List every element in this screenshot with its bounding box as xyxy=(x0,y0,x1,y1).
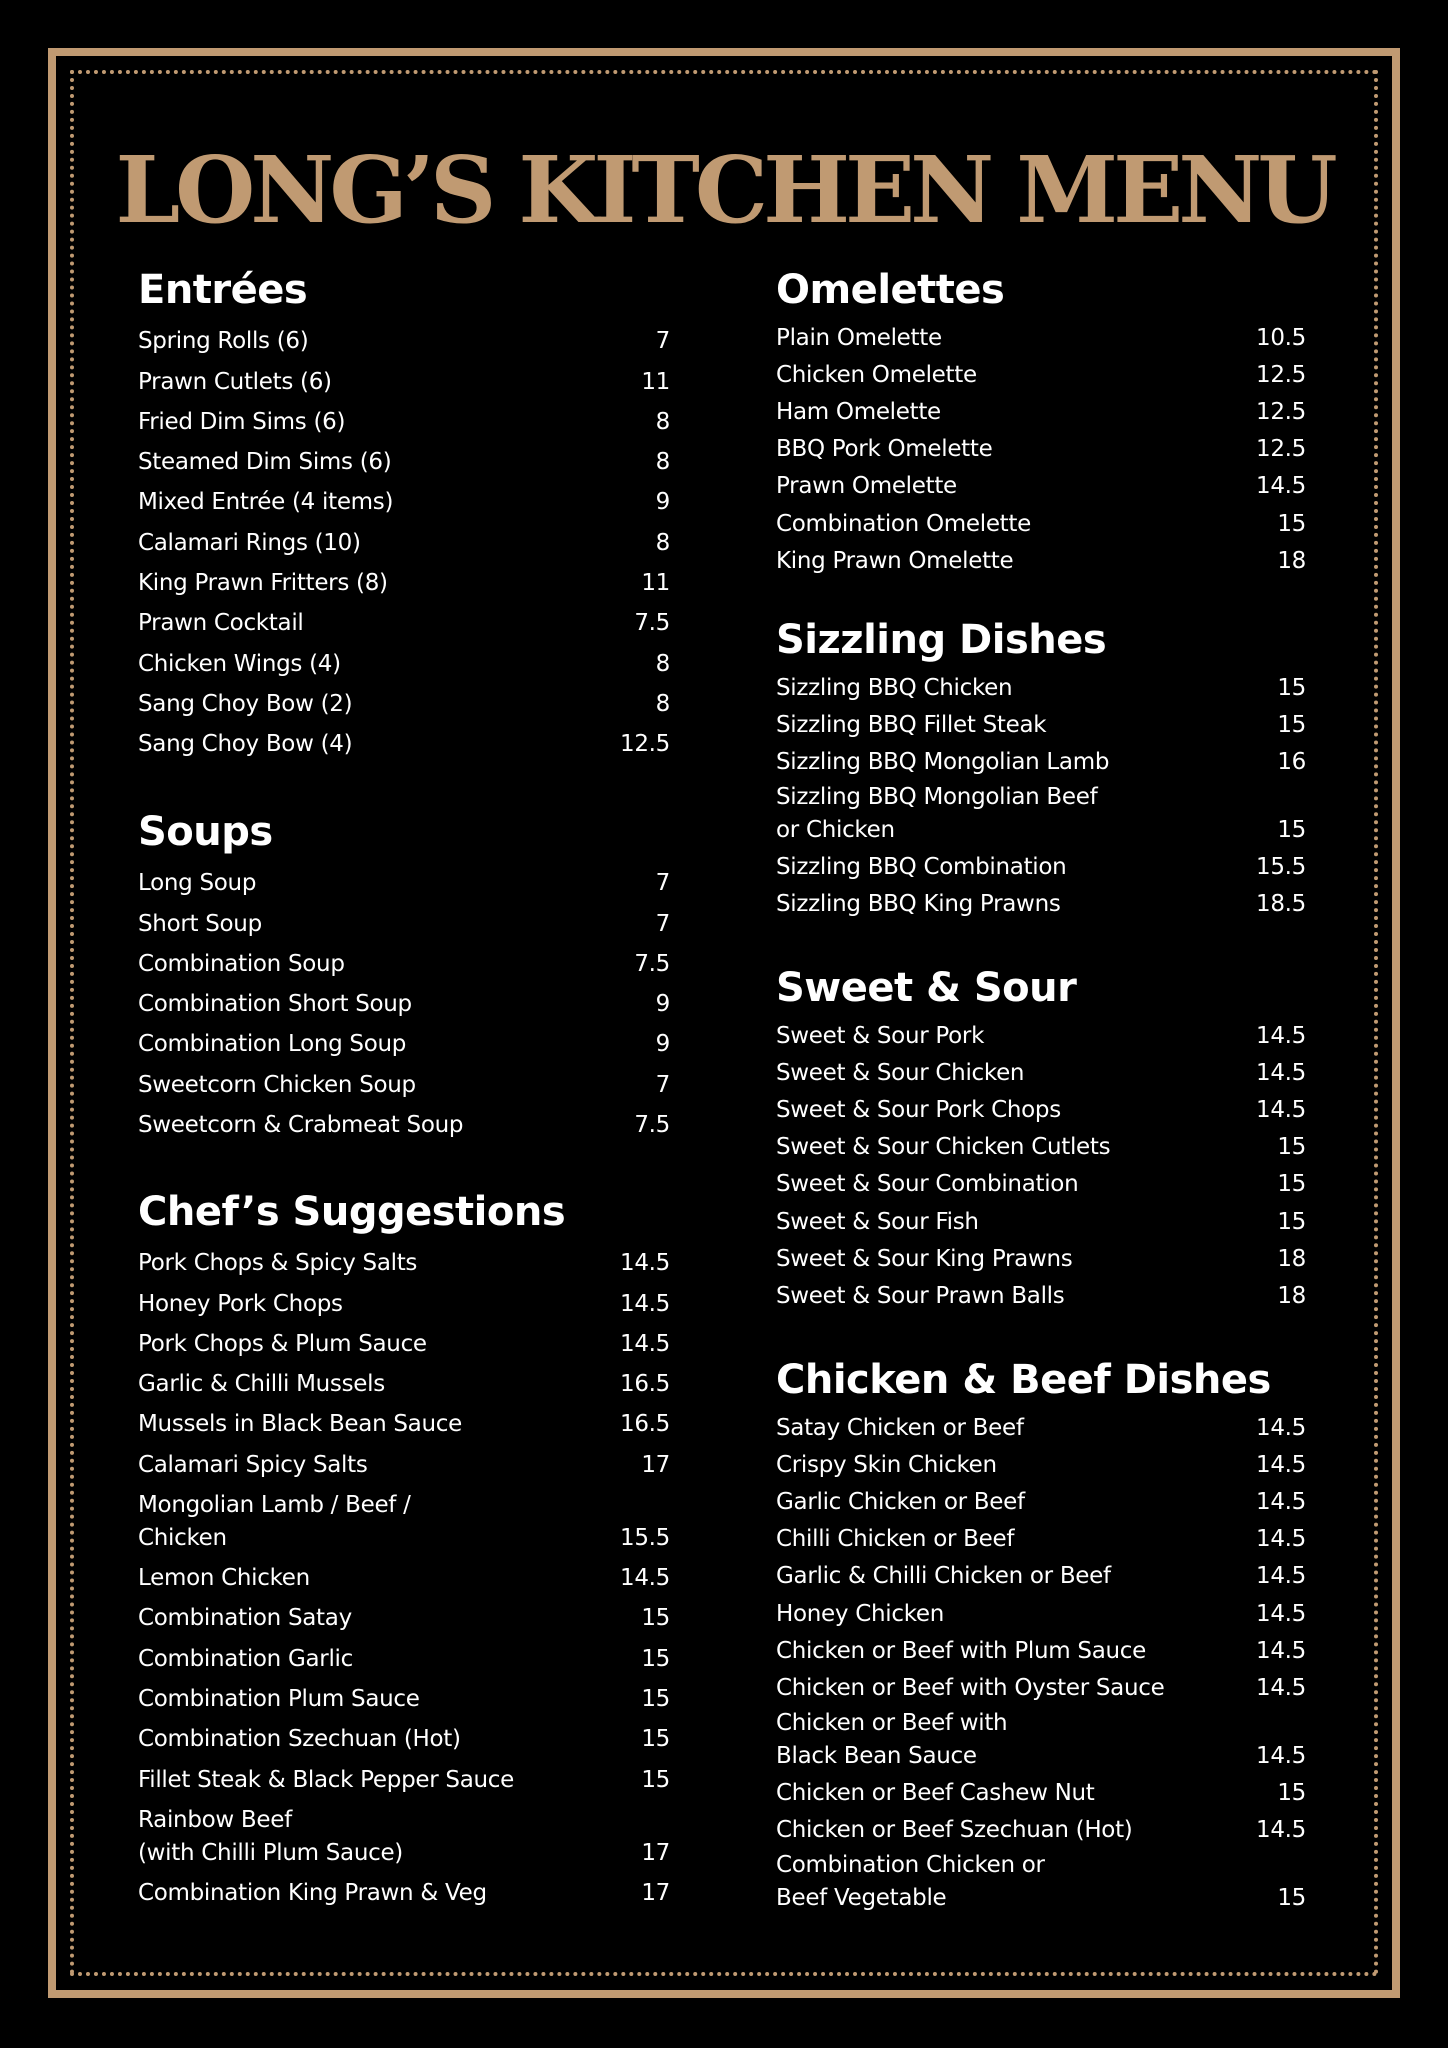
menu-item xyxy=(138,1240,670,1280)
menu-item-price: 7.5 xyxy=(634,950,670,977)
menu-item-name: Spring Rolls (6) xyxy=(138,328,309,355)
menu-item xyxy=(138,318,670,358)
menu-item-name: Combination Garlic xyxy=(138,1645,353,1672)
menu-item-price: 18 xyxy=(1277,1245,1306,1272)
menu-item-price: 16.5 xyxy=(619,1411,670,1438)
menu-item-name: Ham Omelette xyxy=(776,399,941,426)
menu-item-name: Long Soup xyxy=(138,870,257,897)
menu-item-price: 12.5 xyxy=(1255,399,1306,426)
menu-item-price: 18 xyxy=(1277,547,1306,574)
menu-item-price: 15 xyxy=(1277,675,1306,702)
menu-item-name: Satay Chicken or Beef xyxy=(776,1415,1024,1442)
menu-item-name: Sizzling BBQ Combination xyxy=(776,854,1067,881)
menu-item-name: Steamed Dim Sims (6) xyxy=(138,449,392,476)
menu-item-name: Sizzling BBQ Mongolian Lamb xyxy=(776,749,1110,776)
menu-item-price: 15.5 xyxy=(619,1524,670,1551)
menu-item-price: 7 xyxy=(655,910,670,937)
menu-item-name: Pork Chops & Plum Sauce xyxy=(138,1330,427,1357)
menu-item-name: Rainbow Beef (with Chilli Plum Sauce) xyxy=(138,1806,403,1866)
menu-item-name: Honey Pork Chops xyxy=(138,1290,343,1317)
menu-item xyxy=(138,1102,670,1142)
menu-item-name: Sweetcorn Chicken Soup xyxy=(138,1071,416,1098)
menu-item-name: Prawn Cutlets (6) xyxy=(138,368,332,395)
section-soups xyxy=(138,804,670,1142)
menu-item-price: 9 xyxy=(655,991,670,1018)
menu-item xyxy=(138,681,670,721)
menu-item-price: 15 xyxy=(1277,817,1306,844)
menu-item-price: 11 xyxy=(641,570,670,597)
menu-item xyxy=(138,941,670,981)
menu-item-name: Short Soup xyxy=(138,910,262,937)
menu-item-price: 8 xyxy=(655,529,670,556)
menu-item xyxy=(776,1556,1306,1593)
menu-item xyxy=(776,429,1306,466)
menu-item xyxy=(138,399,670,439)
section-sweet-and-sour xyxy=(776,960,1306,1313)
menu-item xyxy=(138,900,670,940)
menu-item xyxy=(776,318,1306,355)
menu-item xyxy=(776,779,1306,847)
item-list xyxy=(776,1408,1306,1915)
menu-item xyxy=(138,519,670,559)
menu-item-price: 15 xyxy=(1277,1779,1306,1806)
menu-item-name: Garlic Chicken or Beef xyxy=(776,1489,1025,1516)
menu-item-price: 15 xyxy=(1277,1884,1306,1911)
menu-item-name: Fried Dim Sims (6) xyxy=(138,408,346,435)
menu-item-name: Sizzling BBQ Chicken xyxy=(776,675,1013,702)
menu-item-name: Sweetcorn & Crabmeat Soup xyxy=(138,1112,464,1139)
menu-item-name: Chicken Wings (4) xyxy=(138,650,341,677)
menu-item-name: Combination Szechuan (Hot) xyxy=(138,1726,461,1753)
menu-item-price: 14.5 xyxy=(1255,1023,1306,1050)
menu-item xyxy=(138,1797,670,1870)
menu-item-name: Calamari Spicy Salts xyxy=(138,1451,368,1478)
menu-item xyxy=(138,1441,670,1481)
menu-item-price: 14.5 xyxy=(1255,1637,1306,1664)
menu-item xyxy=(776,884,1306,921)
menu-item-price: 15 xyxy=(1277,1208,1306,1235)
menu-item-name: Fillet Steak & Black Pepper Sauce xyxy=(138,1766,514,1793)
menu-item-name: Calamari Rings (10) xyxy=(138,529,361,556)
menu-item xyxy=(138,439,670,479)
menu-item xyxy=(138,1756,670,1796)
menu-item-name: Garlic & Chilli Chicken or Beef xyxy=(776,1563,1111,1590)
menu-item xyxy=(776,1773,1306,1810)
menu-item xyxy=(776,503,1306,540)
menu-item-price: 15 xyxy=(641,1766,670,1793)
menu-item-price: 14.5 xyxy=(619,1290,670,1317)
menu-item-price: 14.5 xyxy=(1255,1816,1306,1843)
menu-item-price: 14.5 xyxy=(619,1565,670,1592)
menu-item xyxy=(138,1061,670,1101)
menu-item xyxy=(776,1408,1306,1445)
menu-item-price: 14.5 xyxy=(1255,1742,1306,1769)
menu-item xyxy=(776,668,1306,705)
menu-item-price: 7 xyxy=(655,870,670,897)
menu-item-name: Sweet & Sour Fish xyxy=(776,1208,979,1235)
menu-item-name: King Prawn Omelette xyxy=(776,547,1014,574)
menu-item-name: Mongolian Lamb / Beef / Chicken xyxy=(138,1491,411,1551)
menu-item-name: Chicken Omelette xyxy=(776,362,977,389)
menu-item xyxy=(138,1635,670,1675)
menu-item-name: Sweet & Sour Pork xyxy=(776,1023,985,1050)
menu-item-name: Sizzling BBQ King Prawns xyxy=(776,891,1061,918)
menu-item xyxy=(138,860,670,900)
menu-item xyxy=(138,600,670,640)
menu-item-name: Mixed Entrée (4 items) xyxy=(138,489,394,516)
menu-item-price: 10.5 xyxy=(1255,325,1306,352)
menu-item-price: 15 xyxy=(641,1685,670,1712)
menu-item-price: 14.5 xyxy=(1255,1526,1306,1553)
menu-item-price: 8 xyxy=(655,408,670,435)
menu-item-name: Sweet & Sour King Prawns xyxy=(776,1245,1073,1272)
menu-item xyxy=(138,560,670,600)
menu-item-name: Combination Soup xyxy=(138,950,345,977)
menu-item-name: Chicken or Beef with Oyster Sauce xyxy=(776,1674,1165,1701)
menu-item-price: 14.5 xyxy=(1255,1600,1306,1627)
menu-item-name: Crispy Skin Chicken xyxy=(776,1452,997,1479)
menu-item-price: 15 xyxy=(1277,712,1306,739)
menu-item-price: 15 xyxy=(641,1645,670,1672)
menu-item xyxy=(138,479,670,519)
menu-item-name: Chilli Chicken or Beef xyxy=(776,1526,1015,1553)
menu-item-price: 17 xyxy=(641,1451,670,1478)
menu-item-price: 9 xyxy=(655,1031,670,1058)
menu-item xyxy=(776,705,1306,742)
menu-item xyxy=(138,1676,670,1716)
menu-item xyxy=(776,1201,1306,1238)
menu-item xyxy=(138,981,670,1021)
menu-item-name: Sweet & Sour Pork Chops xyxy=(776,1097,1061,1124)
menu-item xyxy=(776,1127,1306,1164)
menu-item-name: Combination Omelette xyxy=(776,510,1031,537)
section-title: Chef’s Suggestions xyxy=(138,1189,566,1235)
menu-item xyxy=(776,466,1306,503)
menu-item-price: 7 xyxy=(655,1071,670,1098)
menu-item-name: Sweet & Sour Prawn Balls xyxy=(776,1282,1065,1309)
menu-item-price: 8 xyxy=(655,690,670,717)
menu-item-price: 16.5 xyxy=(619,1371,670,1398)
menu-item-price: 15 xyxy=(1277,510,1306,537)
menu-item xyxy=(138,358,670,398)
menu-item xyxy=(776,1053,1306,1090)
menu-item-price: 14.5 xyxy=(619,1330,670,1357)
menu-item-name: King Prawn Fritters (8) xyxy=(138,570,388,597)
menu-item-name: Combination Chicken or Beef Vegetable xyxy=(776,1851,1045,1911)
menu-item xyxy=(776,1668,1306,1705)
menu-item xyxy=(138,1482,670,1555)
menu-item xyxy=(138,721,670,761)
section-title: Sizzling Dishes xyxy=(776,617,1107,663)
menu-item-name: Prawn Omelette xyxy=(776,473,957,500)
menu-item-name: Chicken or Beef with Black Bean Sauce xyxy=(776,1709,1008,1769)
section-chefs-suggestions xyxy=(138,1184,670,1910)
menu-item xyxy=(138,1716,670,1756)
menu-item-name: BBQ Pork Omelette xyxy=(776,436,993,463)
menu-item xyxy=(776,1593,1306,1630)
menu-item-name: Garlic & Chilli Mussels xyxy=(138,1371,385,1398)
menu-item-name: Chicken or Beef Cashew Nut xyxy=(776,1779,1095,1806)
menu-item-name: Combination Plum Sauce xyxy=(138,1685,420,1712)
menu-item-name: Chicken or Beef Szechuan (Hot) xyxy=(776,1816,1133,1843)
menu-item-name: Sizzling BBQ Mongolian Beef or Chicken xyxy=(776,784,1098,844)
menu-item-name: Sweet & Sour Chicken xyxy=(776,1060,1025,1087)
menu-item-price: 15 xyxy=(641,1726,670,1753)
menu-item-price: 14.5 xyxy=(619,1250,670,1277)
menu-item-name: Combination King Prawn & Veg xyxy=(138,1879,487,1906)
menu-item-price: 18 xyxy=(1277,1282,1306,1309)
section-title: Soups xyxy=(138,809,273,855)
menu-item xyxy=(776,742,1306,779)
menu-item-price: 11 xyxy=(641,368,670,395)
section-title: Entrées xyxy=(138,267,308,313)
menu-item xyxy=(776,1276,1306,1313)
menu-item-price: 15.5 xyxy=(1255,854,1306,881)
menu-title: LONG’S KITCHEN MENU xyxy=(115,136,1333,244)
menu-item xyxy=(776,1631,1306,1668)
menu-item-name: Sweet & Sour Combination xyxy=(776,1171,1079,1198)
menu-item-name: Pork Chops & Spicy Salts xyxy=(138,1250,418,1277)
menu-item-price: 18.5 xyxy=(1255,891,1306,918)
menu-item-price: 14.5 xyxy=(1255,1563,1306,1590)
menu-item xyxy=(776,1016,1306,1053)
section-title: Sweet & Sour xyxy=(776,965,1077,1011)
menu-item xyxy=(138,1280,670,1320)
menu-item xyxy=(776,1705,1306,1773)
section-title: Chicken & Beef Dishes xyxy=(776,1357,1271,1403)
menu-item xyxy=(776,1519,1306,1556)
menu-item xyxy=(776,392,1306,429)
menu-item xyxy=(138,1401,670,1441)
menu-item-price: 15 xyxy=(641,1605,670,1632)
menu-item-name: Mussels in Black Bean Sauce xyxy=(138,1411,462,1438)
menu-item-price: 8 xyxy=(655,650,670,677)
menu-item-name: Sang Choy Bow (4) xyxy=(138,731,353,758)
menu-item-price: 14.5 xyxy=(1255,1489,1306,1516)
menu-item-price: 17 xyxy=(641,1839,670,1866)
menu-item-price: 14.5 xyxy=(1255,473,1306,500)
section-entrees xyxy=(138,262,670,761)
item-list xyxy=(776,668,1306,921)
section-sizzling-dishes xyxy=(776,612,1306,921)
menu-item-name: Combination Short Soup xyxy=(138,991,412,1018)
menu-item-name: Combination Long Soup xyxy=(138,1031,407,1058)
menu-item xyxy=(776,1239,1306,1276)
menu-item-name: Chicken or Beef with Plum Sauce xyxy=(776,1637,1146,1664)
menu-item-price: 15 xyxy=(1277,1134,1306,1161)
item-list xyxy=(776,1016,1306,1313)
menu-item xyxy=(776,541,1306,578)
menu-item-price: 7.5 xyxy=(634,610,670,637)
menu-item-name: Honey Chicken xyxy=(776,1600,945,1627)
menu-item-price: 14.5 xyxy=(1255,1415,1306,1442)
menu-item-price: 9 xyxy=(655,489,670,516)
menu-item-price: 12.5 xyxy=(1255,362,1306,389)
menu-item-price: 8 xyxy=(655,449,670,476)
menu-item-name: Lemon Chicken xyxy=(138,1565,310,1592)
menu-item-price: 14.5 xyxy=(1255,1060,1306,1087)
menu-item-name: Prawn Cocktail xyxy=(138,610,304,637)
section-chicken-and-beef-dishes xyxy=(776,1352,1306,1915)
menu-item xyxy=(138,1595,670,1635)
menu-item-price: 14.5 xyxy=(1255,1452,1306,1479)
section-omelettes xyxy=(776,262,1306,578)
menu-item xyxy=(138,640,670,680)
menu-item-price: 17 xyxy=(641,1879,670,1906)
menu-item-price: 12.5 xyxy=(619,731,670,758)
menu-item xyxy=(776,847,1306,884)
menu-item-name: Sweet & Sour Chicken Cutlets xyxy=(776,1134,1111,1161)
menu-item-name: Sang Choy Bow (2) xyxy=(138,690,353,717)
menu-item xyxy=(138,1870,670,1910)
item-list xyxy=(776,318,1306,578)
menu-item-price: 14.5 xyxy=(1255,1097,1306,1124)
menu-item xyxy=(138,1321,670,1361)
menu-item xyxy=(776,1090,1306,1127)
menu-item xyxy=(776,355,1306,392)
section-title: Omelettes xyxy=(776,267,1005,313)
menu-item-price: 14.5 xyxy=(1255,1674,1306,1701)
menu-item xyxy=(138,1555,670,1595)
menu-item-price: 7.5 xyxy=(634,1112,670,1139)
menu-item-name: Plain Omelette xyxy=(776,325,942,352)
menu-item xyxy=(776,1482,1306,1519)
menu-item xyxy=(138,1021,670,1061)
menu-item-price: 12.5 xyxy=(1255,436,1306,463)
menu-item-name: Combination Satay xyxy=(138,1605,352,1632)
menu-item-name: Sizzling BBQ Fillet Steak xyxy=(776,712,1047,739)
menu-item-price: 16 xyxy=(1277,749,1306,776)
item-list xyxy=(138,860,670,1142)
menu-item xyxy=(776,1847,1306,1915)
menu-item xyxy=(776,1164,1306,1201)
item-list xyxy=(138,318,670,761)
menu-item-price: 7 xyxy=(655,328,670,355)
menu-item xyxy=(138,1361,670,1401)
item-list xyxy=(138,1240,670,1910)
menu-item-price: 15 xyxy=(1277,1171,1306,1198)
menu-item xyxy=(776,1445,1306,1482)
menu-item xyxy=(776,1810,1306,1847)
